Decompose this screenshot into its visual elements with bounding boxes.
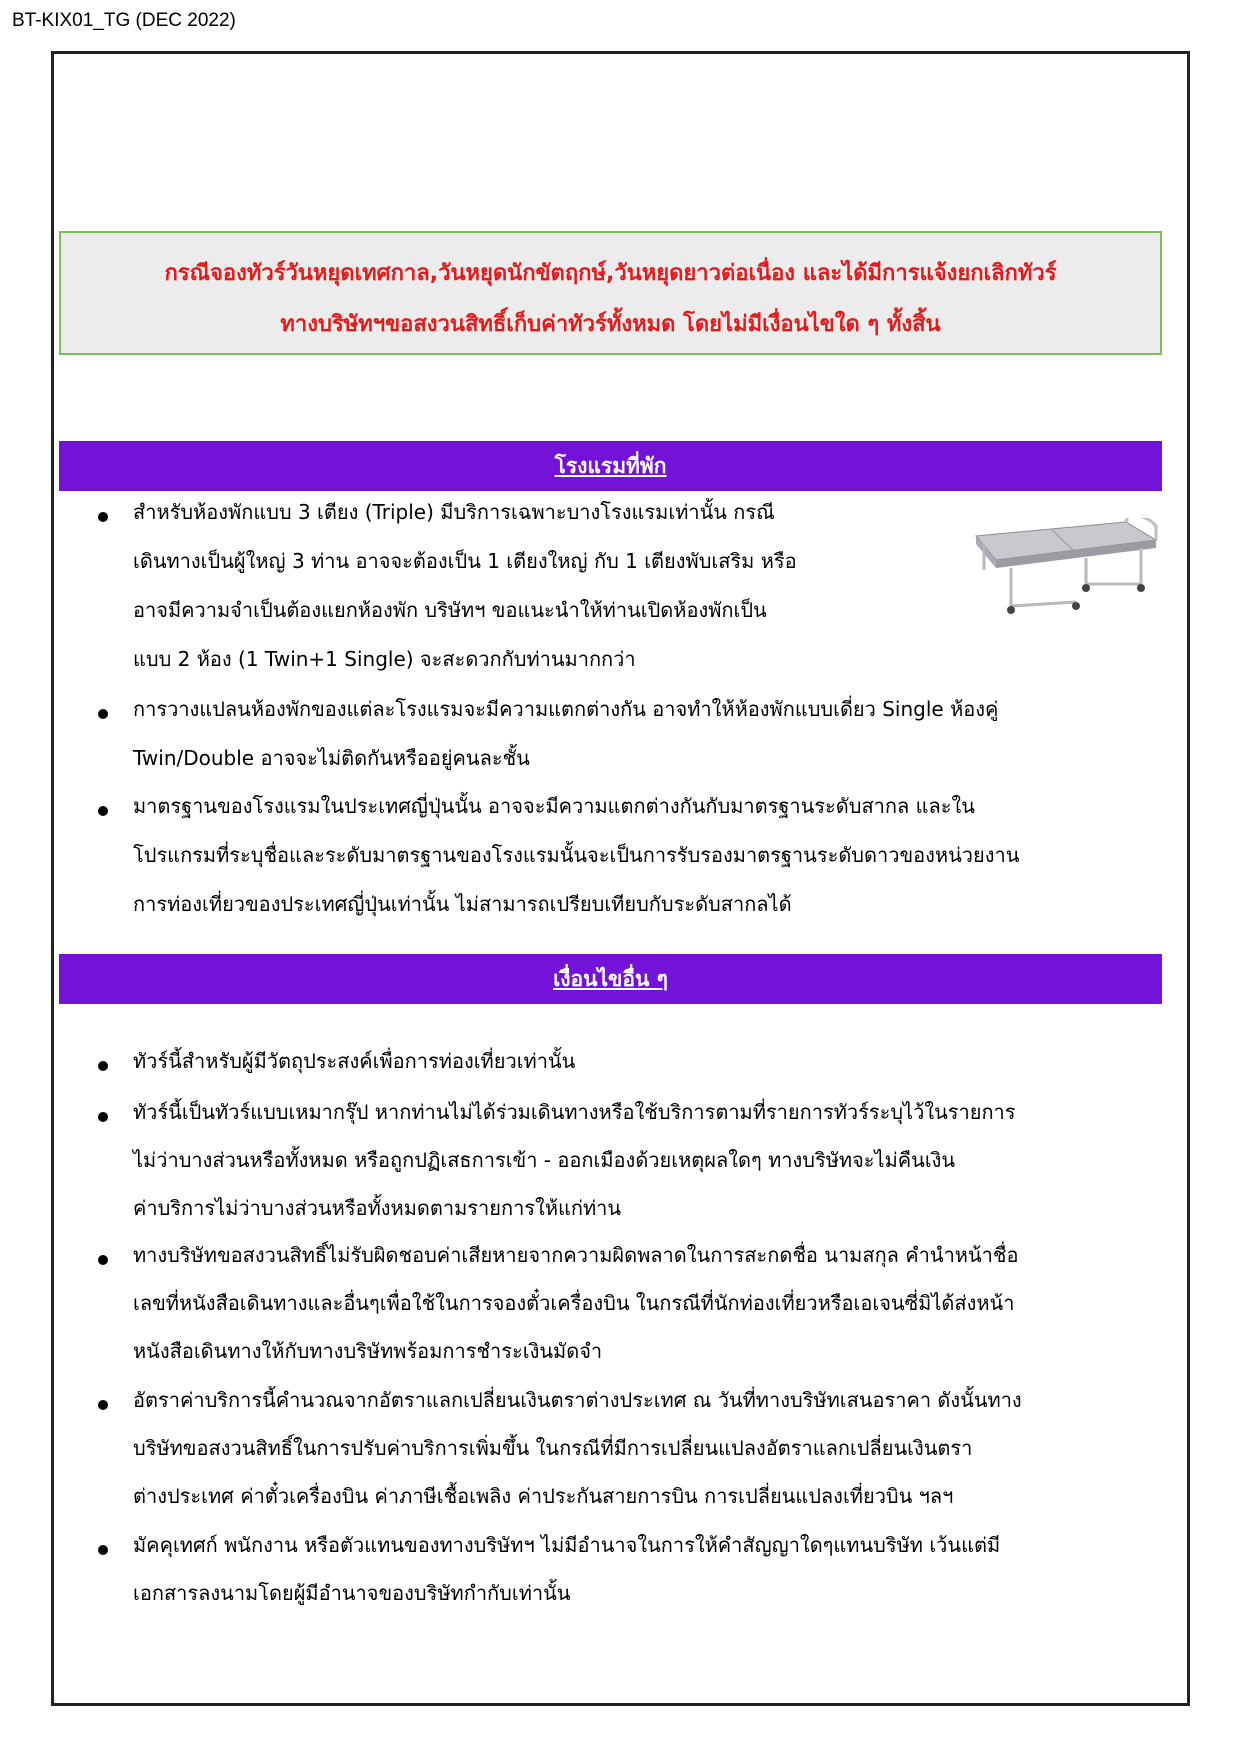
other-item-3-line-1: ทางบริษัทขอสงวนสิทธิ์ไม่รับผิดชอบค่าเสียหายจากความผิดพลาดในการสะกดชื่อ นามสกุล คำนำหน้าชื่อ <box>133 1243 1019 1267</box>
hotel-item-3-line-1: มาตรฐานของโรงแรมในประเทศญี่ปุ่นนั้น อาจจะมีความแตกต่างกันกับมาตรฐานระดับสากล และใน <box>133 794 975 818</box>
folding-bed-image <box>956 518 1161 626</box>
hotel-item-1-line-2: เดินทางเป็นผู้ใหญ่ 3 ท่าน อาจจะต้องเป็น 1 เตียงใหญ่ กับ 1 เตียงพับเสริม หรือ <box>133 549 797 573</box>
hotel-item-2-line-2: Twin/Double อาจจะไม่ติดกันหรืออยู่คนละชั้น <box>133 746 530 770</box>
other-item-5-line-1: มัคคุเทศก์ พนักงาน หรือตัวแทนของทางบริษัทฯ ไม่มีอำนาจในการให้คำสัญญาใดๆแทนบริษัท เว้นแต่มี <box>133 1533 1001 1557</box>
hotel-section-title: โรงแรมที่พัก <box>554 454 667 478</box>
hotel-bullet <box>98 709 108 719</box>
other-item-4-line-1: อัตราค่าบริการนี้คำนวณจากอัตราแลกเปลี่ยนเงินตราต่างประเทศ ณ วันที่ทางบริษัทเสนอราคา ดังนั้นทาง <box>133 1388 1022 1412</box>
other-item-2-line-3: ค่าบริการไม่ว่าบางส่วนหรือทั้งหมดตามรายการให้แก่ท่าน <box>133 1196 622 1220</box>
other-bullet <box>98 1061 108 1071</box>
hotel-item-1-line-3: อาจมีความจำเป็นต้องแยกห้องพัก บริษัทฯ ขอแนะนำให้ท่านเปิดห้องพักเป็น <box>133 598 767 622</box>
hotel-section-header <box>59 441 1162 491</box>
hotel-item-1-line-4: แบบ 2 ห้อง (1 Twin+1 Single) จะสะดวกกับท่านมากกว่า <box>133 647 636 671</box>
other-conditions-section-header <box>59 954 1162 1004</box>
other-item-1-line-1: ทัวร์นี้สำหรับผู้มีวัตถุประสงค์เพื่อการท่องเที่ยวเท่านั้น <box>133 1049 576 1073</box>
hotel-bullet <box>98 806 108 816</box>
hotel-item-3-line-2: โปรแกรมที่ระบุชื่อและระดับมาตรฐานของโรงแรมนั้นจะเป็นการรับรองมาตรฐานระดับดาวของหน่วยงาน <box>133 843 1020 867</box>
other-bullet <box>98 1545 108 1555</box>
other-item-4-line-2: บริษัทขอสงวนสิทธิ์ในการปรับค่าบริการเพิ่มขึ้น ในกรณีที่มีการเปลี่ยนแปลงอัตราแลกเปลี่ยนเงินตรา <box>133 1436 973 1460</box>
notice-line-1: กรณีจองทัวร์วันหยุดเทศกาล,วันหยุดนักขัตฤกษ์,วันหยุดยาวต่อเนื่อง และได้มีการแจ้งยกเลิกทัวร์ <box>164 261 1057 286</box>
notice-line-2: ทางบริษัทฯขอสงวนสิทธิ์เก็บค่าทัวร์ทั้งหมด โดยไม่มีเงื่อนไขใด ๆ ทั้งสิ้น <box>280 312 941 337</box>
cancellation-notice-box <box>59 231 1162 355</box>
other-bullet <box>98 1255 108 1265</box>
other-item-4-line-3: ต่างประเทศ ค่าตั๋วเครื่องบิน ค่าภาษีเชื้อเพลิง ค่าประกันสายการบิน การเปลี่ยนแปลงเที่ยวบิน ฯลฯ <box>133 1484 954 1508</box>
other-bullet <box>98 1400 108 1410</box>
document-code: BT-KIX01_TG (DEC 2022) <box>12 10 236 31</box>
other-bullet <box>98 1112 108 1122</box>
other-item-2-line-2: ไม่ว่าบางส่วนหรือทั้งหมด หรือถูกปฏิเสธการเข้า - ออกเมืองด้วยเหตุผลใดๆ ทางบริษัทจะไม่คืนเงิน <box>133 1148 956 1172</box>
other-item-3-line-3: หนังสือเดินทางให้กับทางบริษัทพร้อมการชำระเงินมัดจำ <box>133 1339 603 1363</box>
hotel-item-3-line-3: การท่องเที่ยวของประเทศญี่ปุ่นเท่านั้น ไม่สามารถเปรียบเทียบกับระดับสากลได้ <box>133 892 792 916</box>
hotel-bullet <box>98 512 108 522</box>
other-item-5-line-2: เอกสารลงนามโดยผู้มีอำนาจของบริษัทกำกับเท่านั้น <box>133 1581 571 1605</box>
other-item-2-line-1: ทัวร์นี้เป็นทัวร์แบบเหมากรุ๊ป หากท่านไม่ได้ร่วมเดินทางหรือใช้บริการตามที่รายการทัวร์ระบุไว้ในรายการ <box>133 1100 1016 1124</box>
hotel-item-2-line-1: การวางแปลนห้องพักของแต่ละโรงแรมจะมีความแตกต่างกัน อาจทำให้ห้องพักแบบเดี่ยว Single ห้องคู่ <box>133 697 999 721</box>
hotel-item-1-line-1: สำหรับห้องพักแบบ 3 เตียง (Triple) มีบริการเฉพาะบางโรงแรมเท่านั้น กรณี <box>133 500 775 524</box>
other-item-3-line-2: เลขที่หนังสือเดินทางและอื่นๆเพื่อใช้ในการจองตั๋วเครื่องบิน ในกรณีที่นักท่องเที่ยวหรือเอเจนซี่มิได้ส่งหน้า <box>133 1291 1015 1315</box>
other-conditions-section-title: เงื่อนไขอื่น ๆ <box>553 967 668 991</box>
